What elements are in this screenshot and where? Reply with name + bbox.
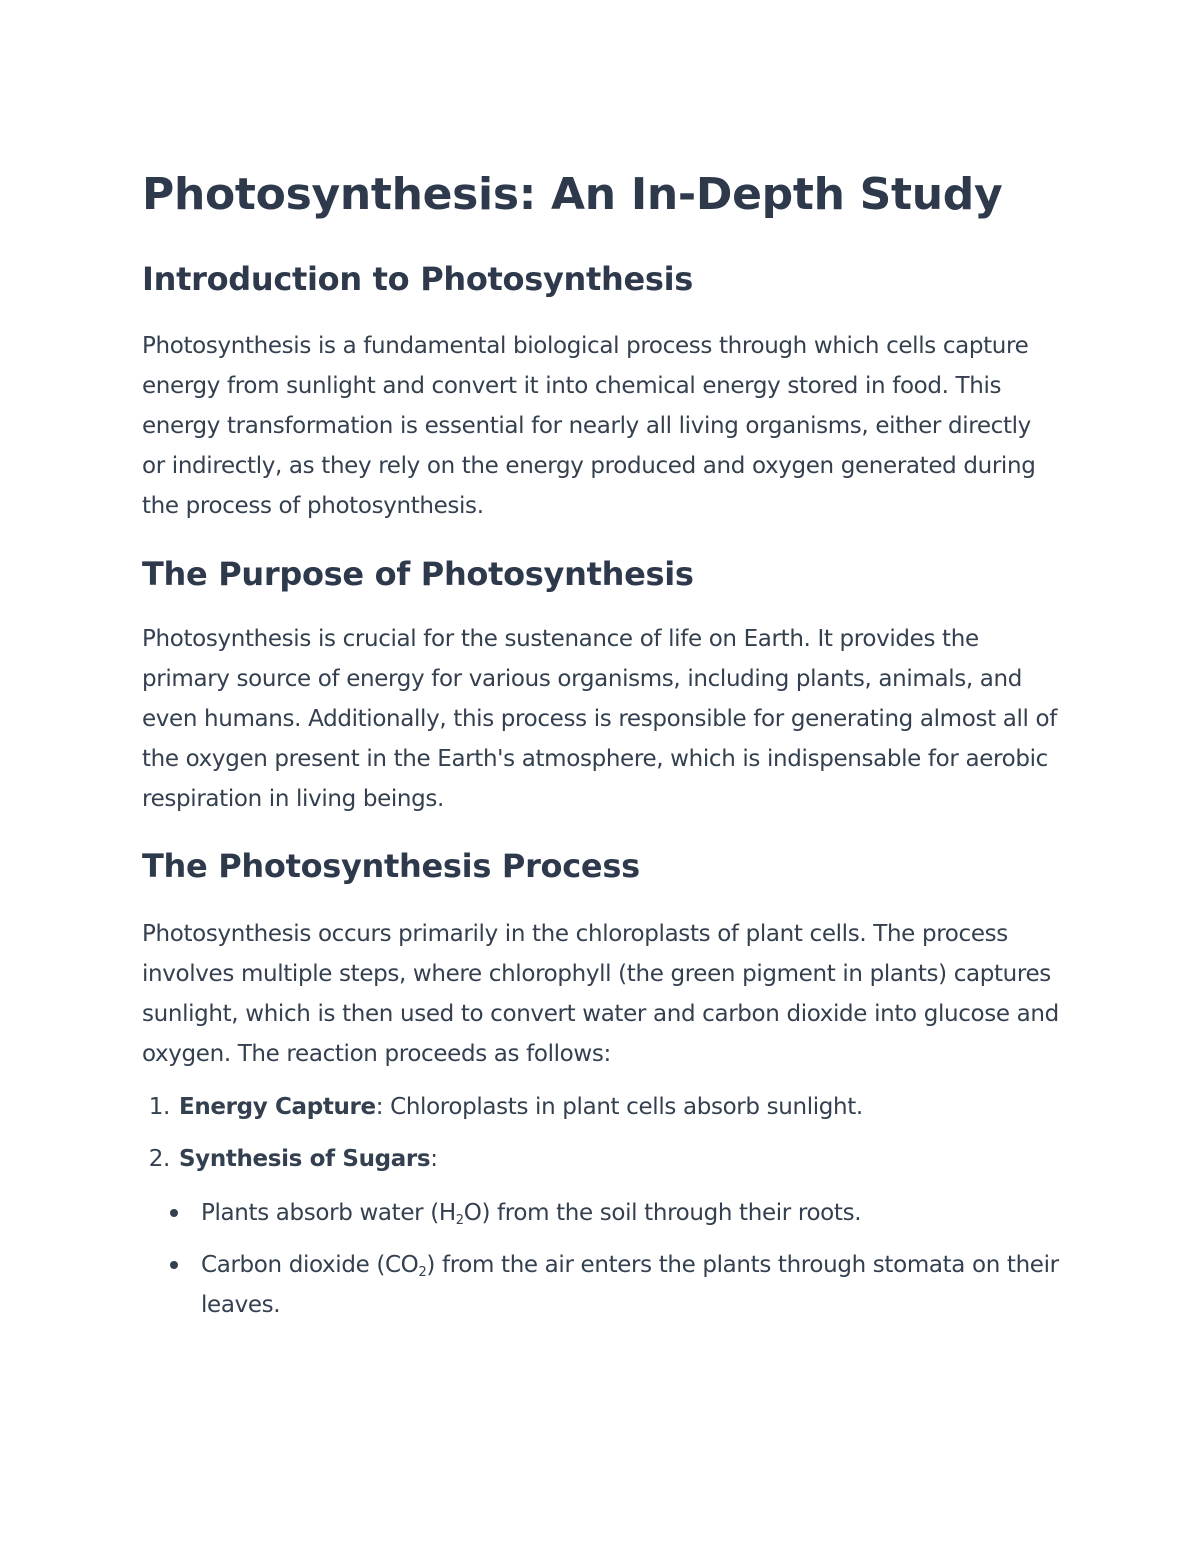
section-paragraph-purpose: Photosynthesis is crucial for the sustenance of life on Earth. It provides the primary source of energy for various organisms, including plants, animals, and even humans. Additionally, this process is responsible for generating almost all of the oxygen present in the Earth's atmosphere, which is indispensable for aerobic respiration in living beings. bbox=[142, 626, 1057, 812]
bullet-icon bbox=[170, 1261, 178, 1269]
section-paragraph-introduction: Photosynthesis is a fundamental biological process through which cells capture energy from sunlight and convert it into chemical energy stored in food. This energy transformation is essential for nearly all living organisms, either directly or indirectly, as they rely on the energy produced and oxygen generated during the process of photosynthesis. bbox=[142, 333, 1036, 519]
document-title: Photosynthesis: An In-Depth Study bbox=[142, 169, 1003, 220]
list-item-text: : Chloroplasts in plant cells absorb sunlight. bbox=[375, 1094, 863, 1120]
section-heading-introduction: Introduction to Photosynthesis bbox=[142, 260, 694, 298]
list-item-term: Energy Capture bbox=[178, 1094, 376, 1120]
list-item-number: 1. bbox=[148, 1094, 170, 1120]
list-item-energy-capture bbox=[142, 1087, 863, 1127]
list-item-number: 2. bbox=[148, 1146, 170, 1172]
bullet-text: Carbon dioxide $(CO_2)$ from the air enters the plants through stomata on their leaves. bbox=[201, 1252, 1059, 1318]
section-paragraph-process: Photosynthesis occurs primarily in the chloroplasts of plant cells. The process involves multiple steps, where chlorophyll (the green pigment in plants) captures sunlight, which is then used to convert water and carbon dioxide into glucose and oxygen. The reaction proceeds as follows: bbox=[142, 921, 1059, 1067]
list-item-synthesis-of-sugars bbox=[142, 1139, 438, 1179]
bullet-item-carbon-dioxide bbox=[170, 1245, 1060, 1325]
section-heading-process: The Photosynthesis Process bbox=[142, 847, 640, 885]
list-item-term: Synthesis of Sugars bbox=[178, 1146, 431, 1172]
bullet-item-water bbox=[170, 1193, 1060, 1233]
bullet-icon bbox=[170, 1209, 178, 1217]
section-heading-purpose: The Purpose of Photosynthesis bbox=[142, 555, 694, 593]
list-item-text: : bbox=[430, 1146, 438, 1172]
bullet-text: Plants absorb water $(H_2O)$ from the soil through their roots. bbox=[201, 1200, 862, 1228]
